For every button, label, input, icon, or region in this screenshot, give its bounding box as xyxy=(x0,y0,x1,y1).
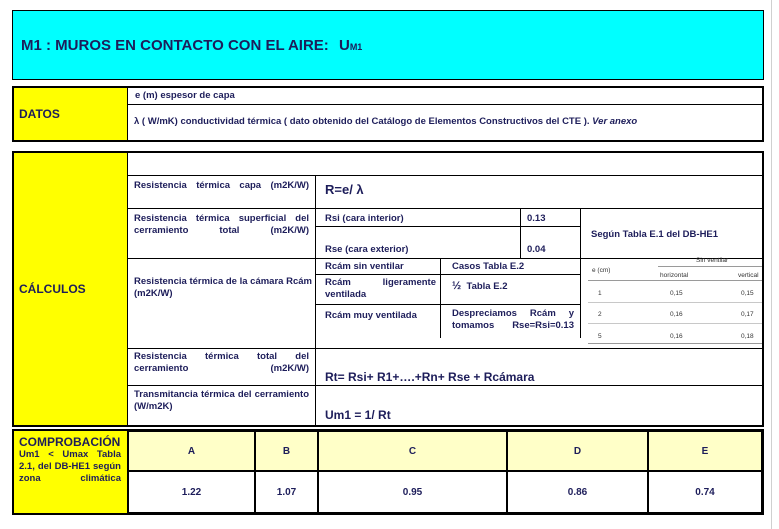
transmitancia-formula: Um1 = 1/ Rt xyxy=(325,408,391,422)
divider xyxy=(580,258,581,338)
tabla-e2-r1-h: 0,15 xyxy=(670,290,683,297)
tabla-e2-r1-v: 0,15 xyxy=(741,290,754,297)
tabla-e2-r2-v: 0,17 xyxy=(741,311,754,318)
tabla-e2-col-e: e (cm) xyxy=(592,267,611,274)
divider xyxy=(128,348,762,349)
rsi-label: Rsi (cara interior) xyxy=(325,213,404,224)
tabla-e2-col-v: vertical xyxy=(738,272,759,279)
zone-header-d: D xyxy=(507,431,648,471)
camara-row-2-label: Rcám ligeramente ventilada xyxy=(325,277,436,300)
comprobacion-label: COMPROBACIÓN xyxy=(19,435,121,449)
resistencia-capa-formula: R=e/ λ xyxy=(325,182,364,197)
zone-header-b: B xyxy=(255,431,318,471)
camara-row-2-value: ½ Tabla E.2 xyxy=(452,280,508,292)
resistencia-capa-label: Resistencia térmica capa (m2K/W) xyxy=(134,180,309,191)
transmitancia-label: Transmitancia térmica del cerramiento (W/m2K) xyxy=(134,389,309,412)
page-edge xyxy=(771,0,772,529)
calculos-label: CÁLCULOS xyxy=(19,282,86,296)
tabla-e2-rule xyxy=(588,343,762,344)
calculos-section xyxy=(12,151,764,427)
tabla-e2-r3-e: 5 xyxy=(598,333,602,340)
rse-value: 0.04 xyxy=(527,244,546,255)
datos-label-cell xyxy=(14,88,128,140)
datos-label: DATOS xyxy=(19,107,60,121)
zone-header-a: A xyxy=(128,431,255,471)
divider xyxy=(440,258,441,338)
zone-value-b: 1.07 xyxy=(255,471,318,513)
tabla-e2-rule xyxy=(588,280,762,281)
divider xyxy=(315,258,316,348)
zone-value-d: 0.86 xyxy=(507,471,648,513)
divider xyxy=(315,226,580,227)
calculos-blank-row xyxy=(128,153,762,176)
camara-row-1-value: Casos Tabla E.2 xyxy=(452,261,525,272)
tabla-e1-note: Según Tabla E.1 del DB-HE1 xyxy=(591,229,719,240)
resistencia-total-label: Resistencia térmica total del cerramiento (m2K/W) xyxy=(134,351,309,374)
comprobacion-label-cell xyxy=(14,431,128,513)
datos-line-1: e (m) espesor de capa xyxy=(128,88,762,105)
comprobacion-section xyxy=(12,429,764,515)
zone-value-c: 0.95 xyxy=(318,471,507,513)
datos-line-2: λ ( W/mK) conductividad térmica ( dato obtenido del Catálogo de Elementos Constructivos del CTE ). Ver anexo xyxy=(134,116,638,127)
tabla-e2-r3-h: 0,16 xyxy=(670,333,683,340)
tabla-e2-group: Sin ventilar xyxy=(696,257,729,264)
divider xyxy=(315,274,580,275)
tabla-e2-rule xyxy=(588,323,762,324)
comprobacion-sublabel: Um1 < Umax Tabla 2.1, del DB-HE1 según zona climática xyxy=(19,449,121,484)
divider xyxy=(128,385,762,386)
camara-row-3-value: Despreciamos Rcám y tomamos Rse=Rsi=0.13 xyxy=(452,308,574,331)
page-title: M1 : MUROS EN CONTACTO CON EL AIRE: UM1 xyxy=(21,37,363,54)
tabla-e2-image xyxy=(588,259,762,345)
divider xyxy=(315,208,316,258)
camara-row-3-label: Rcám muy ventilada xyxy=(325,310,417,321)
tabla-e2-rule xyxy=(588,302,762,303)
tabla-e2-r1-e: 1 xyxy=(598,290,602,297)
zone-value-e: 0.74 xyxy=(648,471,762,513)
header-bar xyxy=(12,10,764,80)
divider xyxy=(315,176,316,208)
zone-value-a: 1.22 xyxy=(128,471,255,513)
zone-header-e: E xyxy=(648,431,762,471)
tabla-e2-r2-h: 0,16 xyxy=(670,311,683,318)
camara-row-1-label: Rcám sin ventilar xyxy=(325,261,404,272)
datos-section xyxy=(12,86,764,142)
divider xyxy=(315,304,580,305)
divider xyxy=(580,208,581,258)
divider xyxy=(520,208,521,258)
divider xyxy=(315,348,316,425)
camara-label: Resistencia térmica de la cámara Rcám (m2K/W) xyxy=(134,276,312,299)
divider xyxy=(128,208,762,209)
rse-label: Rse (cara exterior) xyxy=(325,244,409,255)
tabla-e2-r3-v: 0,18 xyxy=(741,333,754,340)
resistencia-superficial-label: Resistencia térmica superficial del cerramiento total (m2K/W) xyxy=(134,213,309,236)
tabla-e2-r2-e: 2 xyxy=(598,311,602,318)
tabla-e2-rule xyxy=(658,266,762,267)
rsi-value: 0.13 xyxy=(527,213,546,224)
resistencia-total-formula: Rt= Rsi+ R1+….+Rn+ Rse + Rcámara xyxy=(325,370,535,384)
tabla-e2-col-h: horizontal xyxy=(660,272,689,279)
zone-header-c: C xyxy=(318,431,507,471)
calculos-label-cell xyxy=(14,153,128,425)
